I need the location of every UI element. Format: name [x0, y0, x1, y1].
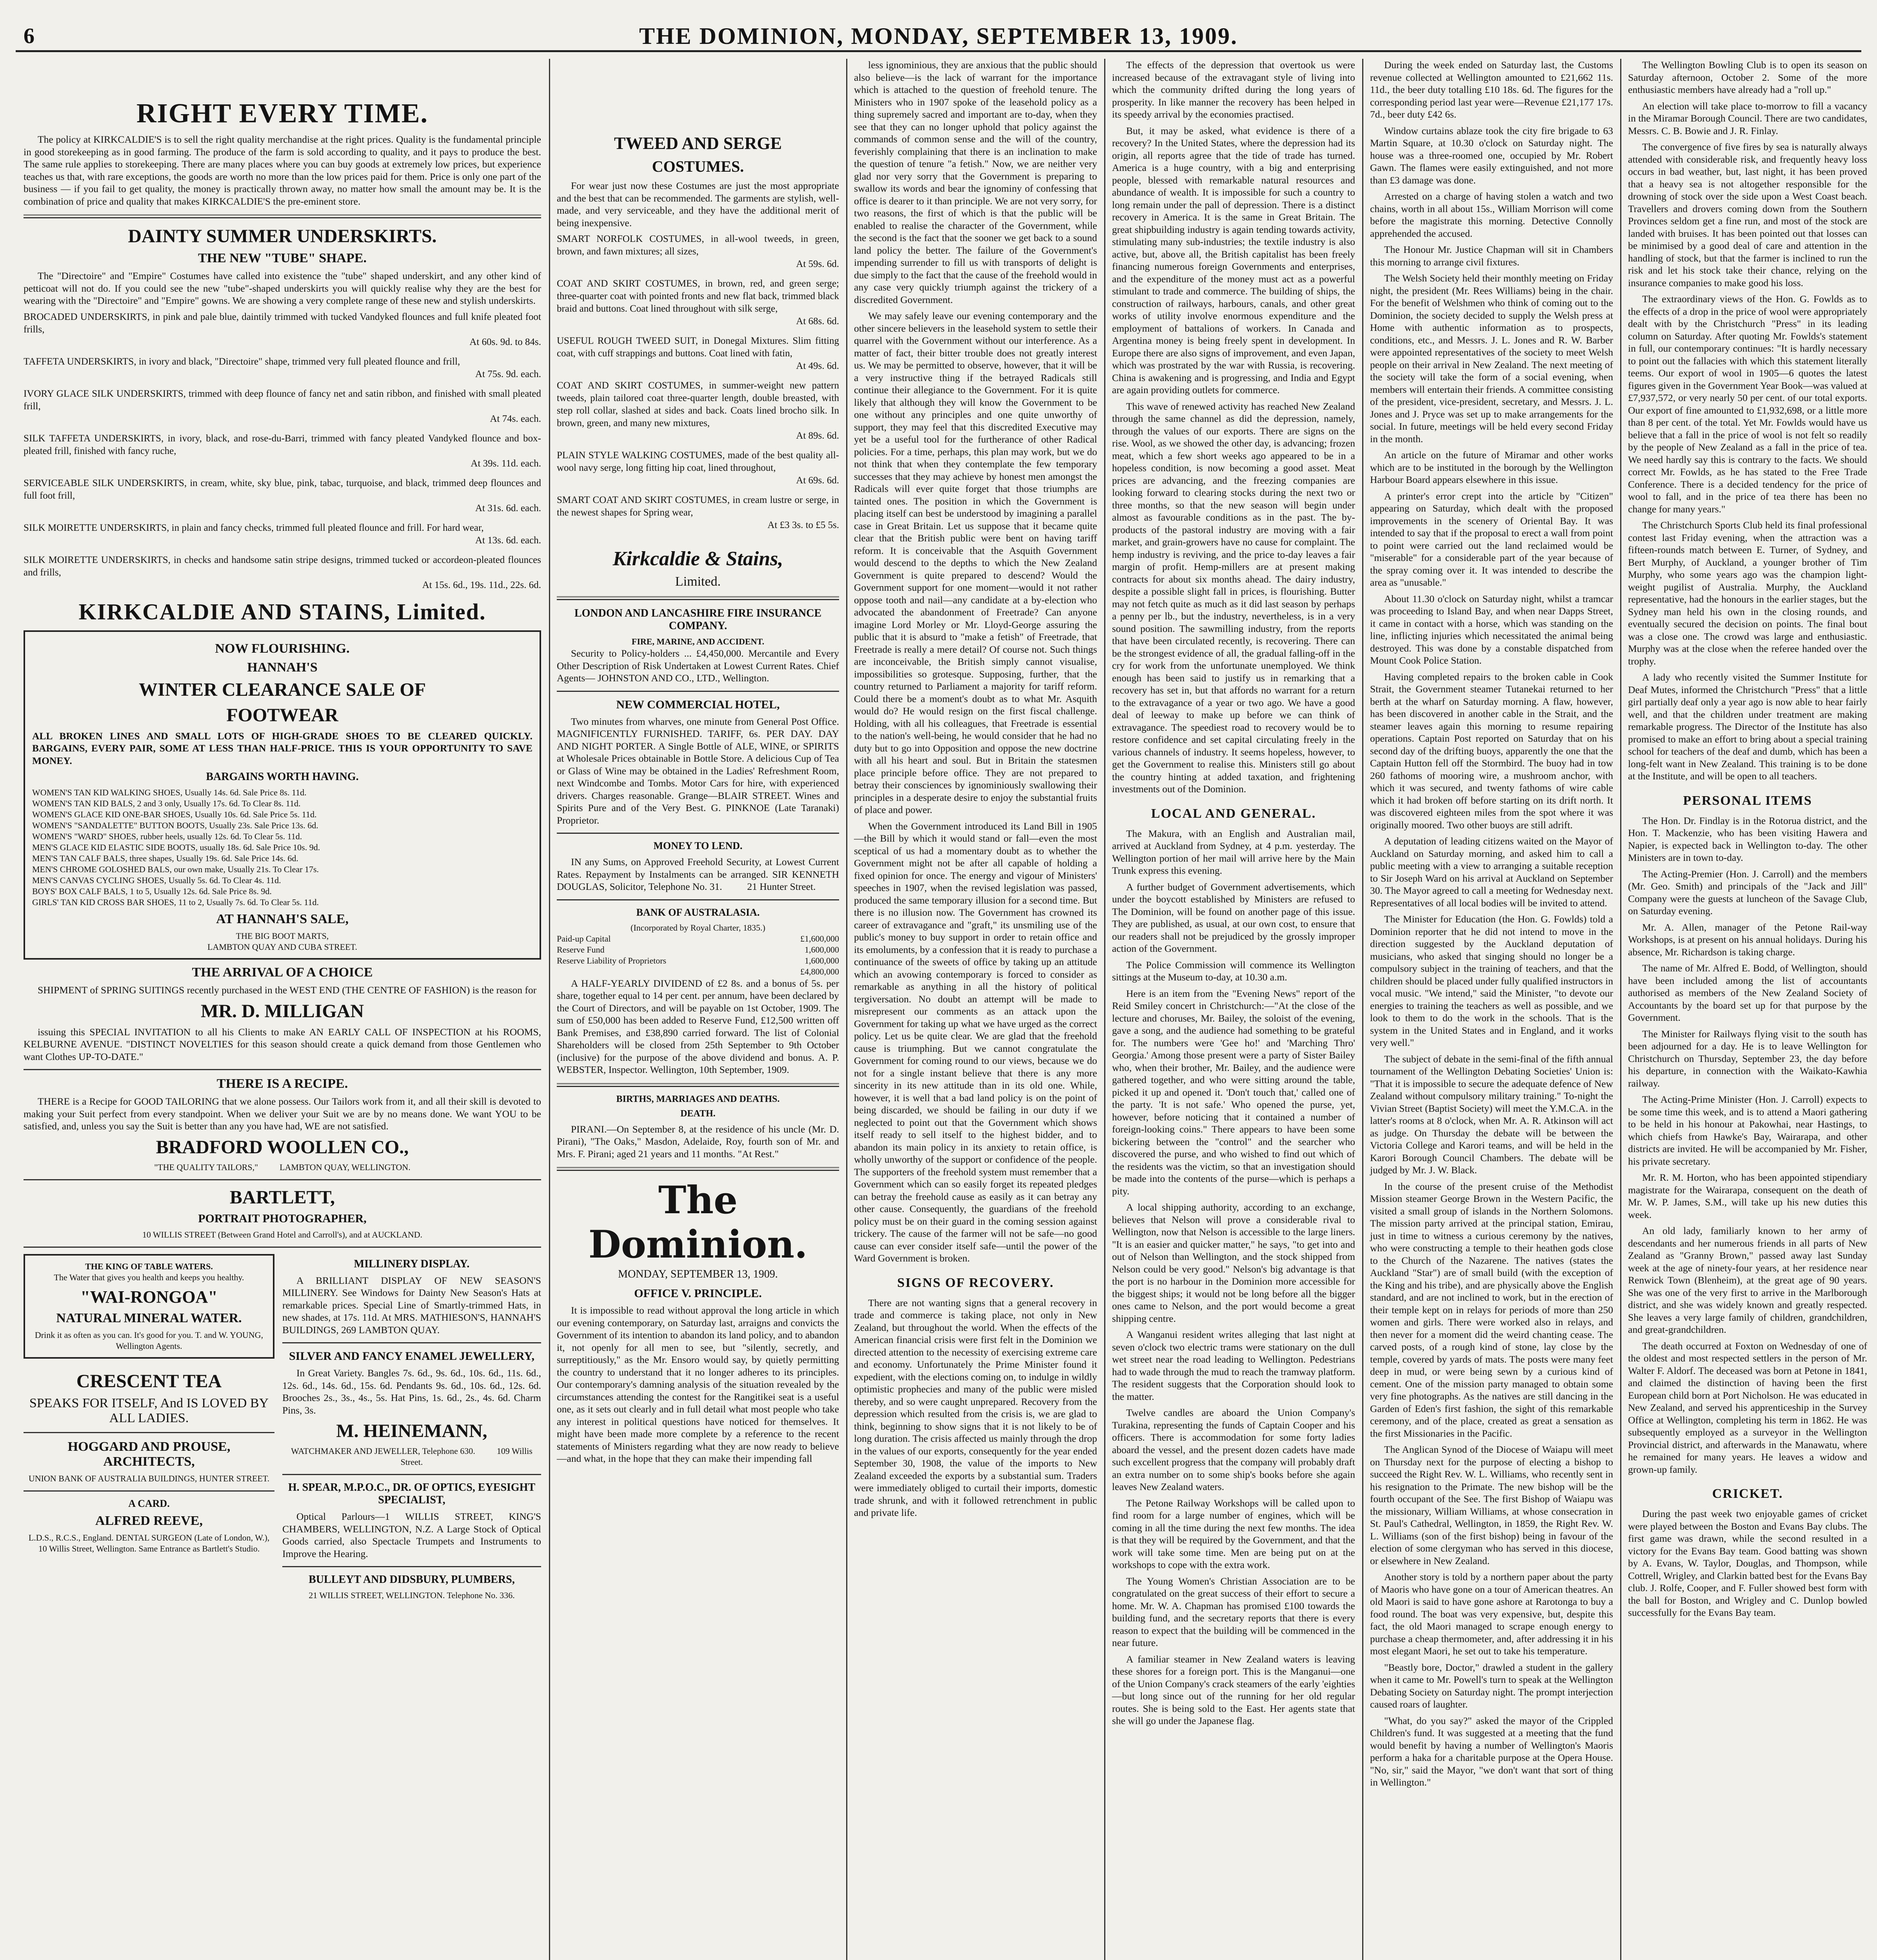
item-price: At 75s. 9d. each. — [475, 368, 541, 379]
divider — [24, 1490, 274, 1492]
column-4 — [1112, 59, 1355, 1960]
column-rule — [1620, 59, 1621, 1960]
ad-title: BARTLETT, — [229, 1187, 335, 1208]
ad-title: THE ARRIVAL OF A CHOICE — [192, 965, 373, 980]
ad-line: "THE QUALITY TAILORS," LAMBTON QUAY, WELLINGTON. — [154, 1162, 411, 1172]
list-item: MEN'S TAN CALF BALS, three shapes, Usually 19s. 6d. Sale Price 14s. 6d. — [32, 853, 298, 863]
ad-body: UNION BANK OF AUSTRALIA BUILDINGS, HUNTER STREET. — [28, 1473, 270, 1483]
article-paragraph: In the course of the present cruise of the Methodist Mission steamer George Brown in the Western Pacific, the visited a small group of islands in the Northern Solomons. The mission party arrived at the principal station, Emirau, just in time to witness a curious ceremony by the natives, who were constructing a temple to their heathen gods close to the Church of the Nazarene. The natives (states the Auckland "Star") are of small build (with the exception of the King and his tribe), and are physically above the English standard, and are not inclined to work, but in the erection of their temple kept on in relays for periods of more than 250 women and girls. There were worked also in relays, and then never for a moment did the weird chanting cease. The carved posts, of a rough kind of stone, lay close by the temple, covered by yards of mats. The posts were many feet deep in mud, or were being sewn by a curious kind of cement. One of the mission party managed to obtain some very fine photographs. As the natives are still dancing in the Garden of Eden's first fashion, the sight of this remarkable ceremony, and of the place, created as great a sensation as the first Missionaries in the Pacific. — [1370, 1180, 1613, 1439]
article-paragraph: Mr. A. Allen, manager of the Petone Rail-way Workshops, is at present on his annual holidays. During his absence, Mr. Richardson is taking charge. — [1628, 921, 1867, 958]
article-paragraph: The convergence of five fires by sea is naturally always attended with considerable risk, and frequently heavy loss occurs in bad weather, but, last night, it has been proved that a heavy sea is not altogether responsible for the drowning of stock over the side upon a West Coast beach. Travellers and drovers coming down from the Southern Provinces seldom get a fine run, and most of the stock are landed with bruises. It has been pointed out that losses can be minimised by a good deal of care and attention in the handling of stock, but that the farmer is inclined to run the risk and let his stock take their chance, relying on the insurance companies to make good his loss. — [1628, 141, 1867, 289]
divider — [24, 1069, 541, 1070]
ad-subtitle: (Incorporated by Royal Charter, 1835.) — [631, 922, 765, 933]
divider — [24, 1247, 541, 1248]
underskirt-list — [24, 311, 541, 592]
ad-line: The Water that gives you health and keeps you healthy. — [54, 1272, 244, 1282]
bank-table — [557, 933, 839, 977]
list-item — [557, 335, 839, 372]
divider — [557, 1167, 839, 1171]
article-paragraph: An old lady, familiarly known to her army of descendants and her numerous friends in all parts of New Zealand as "Granny Brown," passed away last Sunday week at the age of ninety-four years, at her residence near Renwick Town (Blenheim), at the great age of 90 years. She was one of the very first to arrive in the Marlborough district, and she was widely known and greatly respected. She leaves a very large family of children, grandchildren, and great-grandchildren. — [1628, 1225, 1867, 1335]
article-paragraph: An election will take place to-morrow to fill a vacancy in the Miramar Borough Council. There are two candidates, Messrs. C. B. Bowie and J. R. Finlay. — [1628, 100, 1867, 136]
item-text: SILK MOIRETTE UNDERSKIRTS, in plain and fancy checks, trimmed full pleated flounce and frill. For hard wear, — [24, 522, 484, 533]
divider — [557, 1083, 839, 1087]
item-text: SMART COAT AND SKIRT COSTUMES, in cream lustre or serge, in the newest shapes for Spring wear, — [557, 495, 839, 518]
ad-line: Drink it as often as you can. It's good for you. T. and W. YOUNG, Wellington Agents. — [35, 1330, 263, 1351]
article-paragraph: The Acting-Prime Minister (Hon. J. Carroll) expects to be some time this week, and is to attend a Maori gathering to be held in his honour at Pakowhai, near Hastings, to which chiefs from Hawke's Bay, Wairarapa, and other districts are invited. He will be accompanied by Mr. Fisher, his private secretary. — [1628, 1094, 1867, 1167]
ad-signature: Kirkcaldie & Stains, — [612, 548, 783, 570]
item-price: At 60s. 9d. to 84s. — [469, 336, 541, 347]
list-item: GIRLS' TAN KID CROSS BAR SHOES, 11 to 2, Usually 7s. 6d. To Clear 5s. 11d. — [32, 897, 319, 907]
table-row — [557, 966, 839, 977]
ad-title: ALFRED REEVE, — [95, 1513, 203, 1528]
article-paragraph: The Honour Mr. Justice Chapman will sit in Chambers this morning to arrange civil fixtures. — [1370, 244, 1613, 268]
divider — [557, 691, 839, 692]
article-paragraph: A lady who recently visited the Summer Institute for Deaf Mutes, informed the Christchurch "Press" that a little girl partially deaf only a year ago is now able to hear fairly well, and that the children under treatment are making remarkable progress. The Director of the Institute has also promised to make an effort to bring about a special training school for teachers of the deaf and dumb, which has been a long-felt want in New Zealand. This training is to be done at the Institute, and will be open to all teachers. — [1628, 671, 1867, 782]
ad-subtitle: FIRE, MARINE, AND ACCIDENT. — [631, 637, 765, 646]
item-price: At 68s. 6d. — [796, 316, 839, 327]
list-item — [24, 554, 541, 592]
item-price: At 49s. 6d. — [796, 361, 839, 371]
table-cell: 1,600,000 — [805, 955, 839, 965]
article-paragraph: "What, do you say?" asked the mayor of the Crippled Children's fund. It was suggested at a meeting that the fund would benefit by having a number of Wellington's Maoris perform a haka for a charitable purpose at the Opera House. "No, sir," said the Mayor, "we don't want that sort of thing in Wellington." — [1370, 1715, 1613, 1788]
item-price: At 74s. each. — [490, 413, 541, 424]
table-cell: Paid-up Capital — [557, 933, 611, 944]
list-item — [557, 233, 839, 270]
ad-body: L.D.S., R.C.S., England. DENTAL SURGEON (Late of London, W.), 10 Willis Street, Wellington. Same Entrance as Bartlett's Studio. — [28, 1532, 270, 1553]
column-2 — [557, 59, 842, 1960]
ad-body: The policy at KIRKCALDIE'S is to sell the right quality merchandise at the right prices. Quality is the fundamental principle in good storekeeping as in good farming. The produce of the farm is sold according to quality, and it pays to produce the best. The same rule applies to storekeeping. There are many places where you can buy goods at extremely low prices, but experience teaches us that, with rare exceptions, the goods are worth no more than the low prices paid for them. Price is only one part of the business — if you fail to get quality, the money is practically thrown away, no matter how small the amount may be. It is the combination of price and quality that makes KIRKCALDIE'S the pre-eminent store. — [24, 134, 541, 207]
item-text: BROCADED UNDERSKIRTS, in pink and pale blue, daintily trimmed with tucked Vandyked flounces and full knife pleated foot frills, — [24, 311, 541, 335]
article-paragraph: The name of Mr. Alfred E. Bodd, of Wellington, should have been included among the list of accountants authorised as members of the New Zealand Society of Accountants by the board set up for that purpose by the Government. — [1628, 962, 1867, 1023]
ad-title: SILVER AND FANCY ENAMEL JEWELLERY, — [289, 1350, 535, 1363]
ad-body: IN any Sums, on Approved Freehold Security, at Lowest Current Rates. Repayment by Instalments can be arranged. SIR KENNETH DOUGLAS, Solicitor, Telephone No. 31. 21 Hunter Street. — [557, 856, 842, 892]
ad-line: WINTER CLEARANCE SALE OF — [138, 679, 426, 700]
list-item: WOMEN'S "WARD" SHOES, rubber heels, usually 12s. 6d. To Clear 5s. 11d. — [32, 831, 302, 841]
ad-line: AT HANNAH'S SALE, — [216, 912, 349, 926]
article-paragraph: The Minister for Education (the Hon. G. Fowlds) told a Dominion reporter that he did not intend to move in the direction suggested by the Auckland deputation of musicians, who asked that singing should no longer be a compulsory subject in the training of teachers, and that the children should be placed under fully qualified instructors in vocal music. "We intend," said the Minister, "to devote our energies to training the teachers as well as possible, and we look to them to do the work in the schools. That is the system in the United States and in England, and it works very well." — [1370, 913, 1613, 1048]
ad-title: DAINTY SUMMER UNDERSKIRTS. — [128, 226, 437, 247]
ad-title: BULLEYT AND DIDSBURY, PLUMBERS, — [309, 1573, 515, 1586]
item-text: SERVICEABLE SILK UNDERSKIRTS, in cream, white, sky blue, pink, tabac, turquoise, and black, trimmed deep flounces and full foot frill, — [24, 477, 541, 501]
table-row — [557, 944, 839, 955]
ad-body: A HALF-YEARLY DIVIDEND of £2 8s. and a bonus of 5s. per share, together equal to 14 per cent. per annum, have been declared by the Court of Directors, and will be payable on 1st October, 1909. The sum of £50,000 has been added to Reserve Fund, £12,500 written off Bank Premises, and £38,890 carried forward. The list of Colonial Shareholders will be closed from 25th September to 9th October (inclusive) for the purpose of the above dividend and bonus. A. P. WEBSTER, Inspector. Wellington, 10th September, 1909. — [557, 977, 839, 1075]
ad-subtitle: PORTRAIT PHOTOGRAPHER, — [198, 1212, 367, 1225]
item-text: SILK MOIRETTE UNDERSKIRTS, in checks and handsome satin stripe designs, trimmed tucked or accordeon-pleated flounces and frills, — [24, 554, 541, 578]
divider — [557, 596, 839, 600]
ad-body: For wear just now these Costumes are just the most appropriate and the best that can be recommended. The garments are stylish, well-made, and very serviceable, and they have the additional merit of being inexpensive. — [557, 180, 839, 229]
ad-body: A BRILLIANT DISPLAY OF NEW SEASON'S MILLINERY. See Windows for Dainty New Season's Hats at remarkable prices. Special Line of Smartly-trimmed Hats, in new shades, at 17s. 11d. At MRS. MATHIESON'S, HANNAH'S BUILDINGS, 269 LAMBTON QUAY. — [282, 1274, 541, 1336]
ad-title: CRESCENT TEA — [76, 1370, 222, 1392]
ad-signature: Limited. — [675, 574, 721, 589]
item-price: At 15s. 6d., 19s. 11d., 22s. 6d. — [422, 579, 541, 590]
table-cell: Reserve Fund — [557, 944, 605, 955]
divider — [557, 833, 839, 834]
column-3 — [854, 59, 1097, 1960]
divider — [282, 1474, 541, 1475]
item-text: SMART NORFOLK COSTUMES, in all-wool tweeds, in green, brown, and fawn mixtures; all sizes, — [557, 234, 839, 257]
article-paragraph: Having completed repairs to the broken cable in Cook Strait, the Government steamer Tutanekai returned to her berth at the wharf on Saturday morning. A flaw, however, has been discovered in another cable in the Strait, and the steamer leaves again this morning to resume repairing operations. Captain Post reported on Saturday that on his second day of the drifting buoys, apparently the one that the Captain Hutton fell off the Stormbird. The buoy had in tow 260 fathoms of mooring wire, a mushroom anchor, with which it was secured, and twenty fathoms of wire cable which it had broken off before starting on its drift north. It was discovered eighteen miles from the spot where it was originally moored. Two other buoys are still adrift. — [1370, 671, 1613, 831]
section-title: SIGNS OF RECOVERY. — [897, 1275, 1054, 1290]
list-item — [24, 388, 541, 425]
article-paragraph: less ignominious, they are anxious that the public should also believe—is the lack of warrant for the importance which is attached to the question of freehold tenure. The Ministers who in 1907 spoke of the leasehold policy as a thing supremely sacred and important are to-day, when they see that they can no longer uphold that policy against the commands of common sense and the will of the country, feverishly complaining that there is an inclination to make the question of tenure "a fetish." Now, we are neither very glad nor very sorry that the Government is preparing to swallow its words and bear the ignominy of confessing that office is dearer to it than principle. We are not very sorry, for two reasons, the first of which is that the public will be enabled to realise the character of the Government, while the second is the fact that the sooner we get back to a sound land policy the better. The failure of the Government's impending surrender to fill us with transports of delight is due simply to the fact that the cause of the freehold would in any case very quickly triumph against the trickery of a discredited Government. — [854, 59, 1097, 305]
divider — [24, 214, 541, 218]
article-paragraph: The Police Commission will commence its Wellington sittings at the Museum to-day, at 10.30 a.m. — [1112, 959, 1355, 983]
ad-body: SHIPMENT of SPRING SUITINGS recently purchased in the WEST END (THE CENTRE OF FASHION) is the reason for — [38, 984, 537, 996]
page-number: 6 — [24, 24, 35, 48]
article-paragraph: The Young Women's Christian Association are to be congratulated on the great success of their effort to secure a home. Mr. W. A. Chapman has promised £100 towards the building fund, and the secretary reports that there is every reason to expect that the building will be commenced in the near future. — [1112, 1575, 1355, 1648]
ad-body: 21 WILLIS STREET, WELLINGTON. Telephone No. 336. — [309, 1590, 515, 1600]
waironga-ad — [24, 1254, 274, 1601]
ad-signature: KIRKCALDIE AND STAINS, Limited. — [78, 599, 486, 624]
article-paragraph: The Hon. Dr. Findlay is in the Rotorua district, and the Hon. T. Mackenzie, who has been visiting Hawera and Napier, is expected back in Wellington to-day. The other Ministers are in town to-day. — [1628, 815, 1867, 863]
list-item: MEN'S GLACE KID ELASTIC SIDE BOOTS, usually 18s. 6d. Sale Price 10s. 9d. — [32, 842, 320, 852]
ad-line: THE KING OF TABLE WATERS. — [85, 1261, 213, 1271]
item-text: COAT AND SKIRT COSTUMES, in summer-weight new pattern tweeds, plain tailored coat three-quarter length, double breasted, with step roll collar, slashed at sides and back. Coats lined brocho silk. In brown, green, and many new mixtures, — [557, 380, 839, 428]
article-paragraph: The Wellington Bowling Club is to open its season on Saturday afternoon, October 2. Some of the more enthusiastic members have already had a "roll up." — [1628, 59, 1867, 95]
column-rule — [549, 59, 550, 1960]
ad-title: RIGHT EVERY TIME. — [136, 98, 428, 129]
item-text: TAFFETA UNDERSKIRTS, in ivory and black, "Directoire" shape, trimmed very full pleated flounce and frill, — [24, 356, 460, 367]
article-paragraph: Another story is told by a northern paper about the party of Maoris who have gone on a tour of American theatres. An old Maori is said to have gone ashore at Rarotonga to buy a food round. The boat was very expensive, but, despite this fact, the old Maori managed to scrape enough energy to purchase a cheap thermometer, and, after addressing it in his most elegant Maori, he set out to take his temperature. — [1370, 1571, 1613, 1657]
column-rule — [1104, 59, 1105, 1960]
article-paragraph: The Minister for Railways flying visit to the south has been adjourned for a day. He is to leave Wellington for Christchurch on Thursday, September 23, the day before his departure, in connection with the Waikato-Kawhia railway. — [1628, 1028, 1867, 1089]
ad-line: THE BIG BOOT MARTS, — [236, 931, 329, 941]
section-title: BIRTHS, MARRIAGES AND DEATHS. — [616, 1094, 780, 1104]
ad-title: MR. D. MILLIGAN — [201, 1000, 364, 1022]
list-item — [24, 477, 541, 515]
article-paragraph: Window curtains ablaze took the city fire brigade to 63 Martin Square, at 10.30 o'clock on Saturday night. The house was a three-roomed one, occupied by Mr. Robert Gawn. The flames were easily extinguished, and not more than £3 damage was done. — [1370, 125, 1613, 186]
item-price: At 31s. 6d. each. — [475, 503, 541, 514]
article-paragraph: Mr. R. M. Horton, who has been appointed stipendiary magistrate for the Wairarapa, consequent on the death of Mr. W. P. James, S.M., will take up his new duties this week. — [1628, 1172, 1867, 1220]
ad-body: ALL BROKEN LINES AND SMALL LOTS OF HIGH-GRADE SHOES TO BE CLEARED QUICKLY. BARGAINS, EVERY PAIR, SOME AT LESS THAN HALF-PRICE. THIS IS YOUR OPPORTUNITY TO SAVE MONEY. — [32, 730, 532, 766]
ad-body: THERE is a Recipe for GOOD TAILORING that we alone possess. Our Tailors work from it, and all their skill is devoted to making your Suit perfect from every standpoint. When we deliver your Suit we are by no means done. We want YOU to be satisfied, and, unless you say the Suit is better than any you have had, WE are not satisfied. — [24, 1096, 541, 1132]
item-text: PLAIN STYLE WALKING COSTUMES, made of the best quality all-wool navy serge, long fitting hip coat, lined throughout, — [557, 450, 839, 473]
article-paragraph: Here is an item from the "Evening News" report of the Reid Smiley concert in Christchurch:—"At the close of the lecture and choruses, Mr. Bailey, the soloist of the evening, gave a song, and the audience had something to be grateful for. The numbers were 'Gee ho!' and 'Marching Thro' Georgia.' Among those present were a party of Sister Bailey who, when their brother, Mr. Bailey, and the audience were gathered together, and who were sitting around the table, picked it up and opened it. 'Don't touch that,' called one of the party. 'It is not safe.' Who opened the purse, yet, however, before noticing that it contained a number of foreign-looking coins." There appears to have been some bickering between the "control" and the searcher who discovered the purse, and who wished to find out which of the residents was the victim, so that an investigation should be made into the contents of the purse—which is perhaps a pity. — [1112, 987, 1355, 1197]
ad-body: In Great Variety. Bangles 7s. 6d., 9s. 6d., 10s. 6d., 11s. 6d., 12s. 6d., 14s. 6d., 15s. 6d. Pendants 9s. 6d., 10s. 6d., 12s. 6d. Brooches 2s., 3s., 4s., 5s. Hat Pins, 1s. 6d., 2s., 4s. 6d. Charm Pins, 3s. — [282, 1367, 541, 1416]
page-header — [16, 23, 1861, 52]
table-row — [557, 933, 839, 944]
ad-line: HANNAH'S — [247, 660, 318, 675]
item-price: At 59s. 6d. — [796, 259, 839, 269]
leader-title: OFFICE V. PRINCIPLE. — [634, 1287, 762, 1300]
list-item — [557, 379, 839, 442]
article-paragraph: There are not wanting signs that a general recovery in trade and commerce is taking place, not only in New Zealand, but throughout the world. When the effects of the American financial crisis were first felt in the Dominion we directed attention to the necessity of exercising extreme care and economy. Unfortunately the Prime Minister found it expedient, with the elections coming on, to indulge in wildly optimistic prophecies and many of the public were misled thereby, and so were caught unprepared. Recovery from the depression which resulted from the crisis is, we are glad to think, beginning to show signs that it is not likely to be of long duration. The crisis affected us mainly through the drop in the values of our exports, consequently for the year ended September 30, 1908, the value of the imports to New Zealand exceeded the exports by a substantial sum. Traders were immediately obliged to curtail their imports, domestic trade shrunk, and with it followed retrenchment in public and private life. — [854, 1297, 1097, 1518]
article-paragraph: The Welsh Society held their monthly meeting on Friday night, the president (Mr. Rees Williams) being in the chair. For the benefit of Welshmen who think of coming out to the Dominion, the society decided to supply the Welsh press at Home with authentic information as to prospects, conditions, etc., and Messrs. J. L. Jones and R. W. Barber were appointed representatives of the society to meet Welsh people on their arrival in New Zealand. The next meeting of the society will take the form of a social evening, when members will entertain their friends. A committee consisting of the president, vice-president, secretary, and Messrs. J. L. Jones and J. Pryce was set up to make arrangements for the social. In future, meetings will be held every second Friday in the month. — [1370, 272, 1613, 445]
article-paragraph: "Beastly bore, Doctor," drawled a student in the gallery when it came to Mr. Powell's turn to speak at the Wellington Debating Society on Saturday night. The prompt interjection caused roars of laughter. — [1370, 1661, 1613, 1710]
editorial-date: MONDAY, SEPTEMBER 13, 1909. — [618, 1268, 778, 1280]
article-paragraph: A further budget of Government advertisements, which under the boycott established by Ministers are refused to The Dominion, will be found on another page of this issue. They are published, as usual, at our own cost, to ensure that our readers shall not be prejudiced by the grossly improper action of the Government. — [1112, 881, 1355, 954]
costume-list — [557, 233, 839, 532]
article-paragraph: It is impossible to read without approval the long article in which our evening contemporary, on Saturday last, arraigns and convicts the Government of its intention to abandon its land policy, and to abandon it, not openly for all men to see, but "silently, secretly, and surreptitiously," as the Mr. Ensoro would say, by quietly permitting the country to understand that it no longer adheres to its principles. Our contemporary's damning analysis of the situation revealed by the circumstances attending the contest for the Rangitikei seat is a useful one, as it sets out clearly and in full detail what most people who take any interest in political questions have noticed for themselves. It might have been made more complete by a reference to the recent statements of Ministers regarding what they are now ready to believe—and what, in the hope that they can make their impending fall — [557, 1305, 839, 1464]
article-paragraph: During the week ended on Saturday last, the Customs revenue collected at Wellington amounted to £21,662 11s. 11d., the beer duty totalling £10 18s. 6d. The figures for the corresponding period last year were—Revenue £21,177 17s. 7d., beer duty £42 6s. — [1370, 59, 1613, 120]
item-text: COAT AND SKIRT COSTUMES, in brown, red, and green serge; three-quarter coat with pointed fronts and new flat back, trimmed black braid and buttons. Coat lined throughout with silk serge, — [557, 278, 839, 314]
section-title: PERSONAL ITEMS — [1683, 793, 1812, 808]
article-paragraph: But, it may be asked, what evidence is there of a recovery? In the United States, where the depression had its origin, all reports agree that the tide of trade has turned. America is a huge country, with a big and enterprising people, blessed with remarkable natural resources and abundance of wealth. It is impossible for such a country to long remain under the pall of depression. There is a distinct recovery in America. It is the same in Great Britain. The great shipbuilding industry is again tending towards activity, stimulating many sub-industries; the textile industry is also active, but, above all, the British capitalist has been freely financing numerous foreign Governments and enterprises, and the expenditure of the money must act as a powerful stimulant to trade and commerce. The building of ships, the construction of railways, harbours, canals, and other great works of utility involve enormous expenditure and the employment of battalions of workers. In Canada and Argentina money is being freely spent in development. In Europe there are also signs of improvement, and even Japan, which was prostrated by the war with Russia, is recovering. China is awakening and is progressing, and India and Egypt are again providing outlets for commerce. — [1112, 125, 1355, 396]
section-title: CRICKET. — [1712, 1486, 1783, 1501]
ad-body: Security to Policy-holders ... £4,450,000. Mercantile and Every Other Description of Risk Undertaken at Lowest Current Rates. Chief Agents— JOHNSTON AND CO., LTD., Wellington. — [557, 648, 839, 684]
section-title: LOCAL AND GENERAL. — [1151, 806, 1316, 821]
item-price: At 69s. 6d. — [796, 475, 839, 486]
ad-line: 10 WILLIS STREET (Between Grand Hotel and Carroll's), and at AUCKLAND. — [142, 1229, 423, 1240]
notice-body: PIRANI.—On September 8, at the residence of his uncle (Mr. D. Pirani), "The Oaks," Masdon, Adelaide, Roy, fourth son of Mr. and Mrs. F. Pirani; aged 21 years and 11 months. "At Rest." — [557, 1123, 839, 1160]
ad-title: BANK OF AUSTRALASIA. — [636, 906, 760, 918]
list-item: MEN'S CHROME GOLOSHED BALS, our own make, Usually 21s. To Clear 17s. — [32, 864, 319, 874]
list-item — [24, 311, 541, 348]
divider — [282, 1342, 541, 1343]
table-cell: £4,800,000 — [800, 966, 839, 976]
ad-title: MILLINERY DISPLAY. — [354, 1258, 470, 1270]
ad-subtitle: NATURAL MINERAL WATER. — [56, 1310, 242, 1325]
column-advertisements-left — [24, 59, 541, 1960]
article-paragraph: During the past week two enjoyable games of cricket were played between the Boston and Evans Bay clubs. The first game was drawn, while the second resulted in a victory for the Evans Bay team. Good batting was shown by A. Evans, W. Taylor, Douglas, and Thompson, while Cottrell, Wrigley, and Clarkin batted best for the Evans Bay club. J. Rolfe, Cooper, and F. Fuller showed best form with the ball for Boston, and Wrigley and C. Dunlop bowled successfully for the Evans Bay team. — [1628, 1508, 1867, 1618]
ad-body: WATCHMAKER AND JEWELLER, Telephone 630. 109 Willis Street. — [291, 1446, 535, 1467]
ad-body: The "Directoire" and "Empire" Costumes have called into existence the "tube" shaped underskirt, and any other kind of petticoat will not do. If you could see the new "tube"-shaped underskirts you will quickly realise why they are the best for wearing with the "Directoire" and "Empire" gowns. We are showing a very complete range of these new and stylish underskirts. — [24, 270, 541, 306]
ad-subtitle: BARGAINS WORTH HAVING. — [206, 771, 359, 783]
ad-title: LONDON AND LANCASHIRE FIRE INSURANCE COMPANY. — [574, 607, 822, 632]
item-price: At 39s. 11d. each. — [471, 458, 541, 469]
article-paragraph: The extraordinary views of the Hon. G. Fowlds as to the effects of a drop in the price of wool were appropriately dealt with by the Christchurch "Press" in its leading column on Saturday. After quoting Mr. Fowlds's statement in full, our contemporary continues: "It is hardly necessary to point out the fallacies with which this statement literally teems. Our export of wool in 1905—6 quotes the latest figures given in the Government Year Book—was valued at £7,937,572, or very nearly 50 per cent. of our total exports. Our export of fine amounted to £1,932,698, or a little more than 8 per cent. of the total. Yet Mr. Fowlds would have us believe that a fall in the price of wool is not felt so readily by the people of New Zealand as a fall in the price of tea. We need hardly say this is contrary to the facts. We should correct Mr. Fowlds, as he has stated to the Free Trade Conference. There is a decided tendency for the price of wool to fall, and in the price of tea there has been no change for many years." — [1628, 293, 1867, 515]
item-price: At 13s. 6d. each. — [475, 535, 541, 546]
article-paragraph: A local shipping authority, according to an exchange, believes that Nelson will prove a considerable rival to Wellington, now that Nelson is accessible to the large liners. "It is an easier and quicker matter," he says, "to get into and out of Nelson than Wellington, and the stock shipped from Nelson could be very good." Nelson's big advantage is that the port is no harbour in the Dominion more accessible for the biggest ships; it would not be long before all the bigger ones came to Nelson, and the port would become a great shipping centre. — [1112, 1201, 1355, 1324]
ad-row — [24, 1254, 541, 1601]
ad-box — [24, 1254, 274, 1359]
table-row — [557, 955, 839, 966]
list-item — [24, 522, 541, 547]
list-item — [557, 449, 839, 487]
article-paragraph: The subject of debate in the semi-final of the fifth annual tournament of the Wellington Debating Societies' Union is: "That it is impossible to secure the adequate defence of New Zealand without compulsory military training." To-night the Vivian Street (Baptist Society) will meet the Y.M.C.A. in the latter's rooms at 8 o'clock, when Mr. A. R. Atkinson will act as judge. On Thursday the debate will be between the Victoria College and Karori teams, and will be held in the Karori Borough Council Chambers. The debate will be judged by Mr. J. W. Black. — [1370, 1053, 1613, 1176]
article-paragraph: The Anglican Synod of the Diocese of Waiapu will meet on Thursday next for the purpose of electing a bishop to succeed the Right Rev. W. L. Williams, who recently sent in his resignation to the Primate. The new bishop will be the fourth occupant of the See. The first Bishop of Waiapu was the missionary, William Williams, at whose consecration in St. Paul's Cathedral, Wellington, in 1859, the Right Rev. W. L. Williams (son of the first bishop) being in favour of the election of some clergyman who has served in this diocese, or elsewhere in New Zealand. — [1370, 1444, 1613, 1566]
ad-title: HOGGARD AND PROUSE, ARCHITECTS, — [67, 1439, 231, 1469]
ad-body: SPEAKS FOR ITSELF, And IS LOVED BY ALL LADIES. — [29, 1396, 269, 1425]
list-item: WOMEN'S "SANDALETTE" BUTTON BOOTS, Usually 23s. Sale Price 13s. 6d. — [32, 820, 318, 830]
table-cell: Reserve Liability of Proprietors — [557, 955, 667, 965]
list-item: WOMEN'S GLACE KID ONE-BAR SHOES, Usually 10s. 6d. Sale Price 5s. 11d. — [32, 809, 317, 819]
ad-body: Optical Parlours—1 WILLIS STREET, KING'S CHAMBERS, WELLINGTON, N.Z. A Large Stock of Optical Goods carried, also Spectacle Trumpets and Instruments to Improve the Hearing. — [282, 1511, 541, 1559]
divider — [557, 899, 839, 900]
article-paragraph: Twelve candles are aboard the Union Company's Turakina, representing the funds of Captain Cooper and his officers. There is accommodation for some forty ladies aboard the vessel, and the present dozen cadets have made such excellent progress that the company will probably draft an extra number on to some ship's books before she again leaves New Zealand waters. — [1112, 1407, 1355, 1492]
divider — [282, 1566, 541, 1567]
article-paragraph: A familiar steamer in New Zealand waters is leaving these shores for a foreign port. This is the Manganui—one of the Union Company's crack steamers of the early 'eighties—but long since out of the running for her old regular routes. She is being sold to the East. Her agents state that she will go under the Japanese flag. — [1112, 1653, 1355, 1726]
item-text: IVORY GLACE SILK UNDERSKIRTS, trimmed with deep flounce of fancy net and satin ribbon, and finished with small pleated frill, — [24, 388, 541, 412]
jewellery-ads — [282, 1254, 541, 1601]
article-paragraph: Arrested on a charge of having stolen a watch and two chains, worth in all about 15s., William Morrison will come before the magistrate this morning. Detective Connolly apprehended the accused. — [1370, 191, 1613, 239]
article-paragraph: A deputation of leading citizens waited on the Mayor of Auckland on Saturday morning, and asked him to call a public meeting with a view to arranging a suitable reception to Sir Joseph Ward on his arrival at Auckland on September 30. The Mayor agreed to call a meeting for Wednesday next. Representatives of all local bodies will be invited to attend. — [1370, 835, 1613, 909]
ad-title: BRADFORD WOOLLEN CO., — [156, 1136, 409, 1158]
list-item: WOMEN'S TAN KID WALKING SHOES, Usually 14s. 6d. Sale Price 8s. 11d. — [32, 788, 307, 797]
ad-line: NOW FLOURISHING. — [215, 641, 350, 656]
article-paragraph: A Wanganui resident writes alleging that last night at seven o'clock two electric trams were stationary on the dull wet street near the road leading to Wellington. Pedestrians had to wade through the mud to reach the tramway platform. The resident suggests that the Corporation should look to the matter. — [1112, 1329, 1355, 1402]
article-paragraph: This wave of renewed activity has reached New Zealand through the same channel as did the depression, namely, through the values of our exports. There are signs on the rise. Wool, as we showed the other day, is advancing; frozen meat, which a few short weeks ago appeared to be in a hopeless condition, is now becoming a good asset. Meat prices are advancing, and the freezing companies are looking forward to clearing stocks during the next two or three months, so that the new season will begin under almost as favourable conditions as in the past. The by-products of the pastoral industry are moving with a fair market, and grain-growers have no cause for complaint. The hemp industry is reviving, and the price to-day leaves a fair margin of profit. Hemp-millers are at present making contracts for about six months ahead. The dairy industry, despite a possible slight fall in prices, is flourishing. Butter may not fetch quite as much as it did last season by perhaps a penny per lb., but the industry, nevertheless, is in a very sound position. The sawmilling industry, from the reports that have been circulated recently, is recovering. There can be the strongest evidence of all, the gradual falling-off in the cry for work from the unfortunate unemployed. We think enough has been said to justify us in remarking that a recovery has set in, but that affords no warrant for a return to the extravagance of a year or two ago. We have a good deal of leeway to make up before we can think of extravagance. The speediest road to recovery would be to restore confidence and set capital circulating freely in the various channels of industry. It seems hopeless, however, to get the Government to realise this. Ministers still go about the country hinting at added taxation, and frightening investments out of the Dominion. — [1112, 400, 1355, 795]
column-5 — [1370, 59, 1613, 1960]
ad-title: NEW COMMERCIAL HOTEL, — [616, 698, 780, 711]
article-paragraph: The death occurred at Foxton on Wednesday of one of the oldest and most respected settlers in the person of Mr. Walter F. Aldorf. The deceased was born at Petone in 1841, and claimed the distinction of having been the first European child born at Port Nicholson. He was educated in New Zealand, and served his apprenticeship in the Survey Office at Wellington, completing his term in 1862. He was subsequently employed as a surveyor in the Wellington Provincial district, and afterwards in the Manawatu, where he remained for many years. He leaves a widow and grown-up family. — [1628, 1340, 1867, 1475]
article-paragraph: An article on the future of Miramar and other works which are to be instituted in the borough by the Wellington Harbour Board appears elsewhere in this issue. — [1370, 449, 1613, 485]
ad-subtitle: THE NEW "TUBE" SHAPE. — [198, 251, 367, 265]
ad-line: LAMBTON QUAY AND CUBA STREET. — [207, 942, 357, 952]
list-item — [557, 278, 839, 328]
article-paragraph: The Makura, with an English and Australian mail, arrived at Auckland from Sydney, at 4 p.m. yesterday. The Wellington portion of her mail will arrive here by the Main Trunk express this evening. — [1112, 828, 1355, 876]
item-text: USEFUL ROUGH TWEED SUIT, in Donegal Mixtures. Slim fitting coat, with cuff strappings and buttons. Coat lined with fatin, — [557, 336, 839, 359]
article-paragraph: When the Government introduced its Land Bill in 1905—the Bill by which it would stand or fall—even the most sceptical of us had a momentary doubt as to whether the Government might not be after all capable of holding a fixed opinion for once. The energy and vigour of Ministers' speeches in 1907, when the revised legislation was passed, produced the same temporary illusion for a second time. But there is no illusion now. The Government has crowned its career of extravagance and "graft," its unsmiling use of the public's money to buy support in order to retain office and its emoluments, by a confession that it is ready to purchase a continuance of the sweets of office by taking up an attitude which an avowing contemporary is forced to consider as remarkable as anything in all the history of political tergiversation. No doubt an attempt will be made to misrepresent our comments as an attack upon the Government for taking up what we have urged as the correct policy. Let us be quite clear. We are glad that the freehold cause is triumphing. But we cannot congratulate the Government for coming round to our views, because we do not for a single instant believe that there is any more sincerity in its new attitude than in its old one. While, however, it is well that a bad land policy is on the point of being discarded, we should be failing in our duty if we neglected to point out that the Government which shows itself ready to sell itself to the highest bidder, and to abandon its main policy in its anxiety to retain office, is wholly unworthy of the support or confidence of the people. The supporters of the freehold system must remember that a Government which can so easily forget its repeated pledges can betray the freehold cause as easily as it can betray any other cause. Consequently, the guardians of the freehold policy must be on their guard in the coming session against trickery. The cause of the farmer will not be safe—no good cause can ever consider itself safe—until the power of the Ward Government is broken. — [854, 820, 1097, 1264]
divider — [24, 1179, 541, 1180]
ad-title: H. SPEAR, M.P.O.C., DR. OF OPTICS, EYESIGHT SPECIALIST, — [288, 1481, 536, 1506]
hannah-list — [32, 787, 532, 908]
ad-title: COSTUMES. — [652, 158, 744, 175]
table-cell: £1,600,000 — [800, 933, 839, 944]
ad-line: FOOTWEAR — [226, 704, 338, 726]
table-cell: 1,600,000 — [805, 944, 839, 955]
article-paragraph: The Petone Railway Workshops will be called upon to find room for a large number of engines, which will be coming in all the time during the next few months. The idea is that they will be required by the Government, and that the work will take some time. Men are being put on at the workshops to cope with the extra work. — [1112, 1497, 1355, 1570]
item-price: At £3 3s. to £5 5s. — [767, 520, 839, 530]
list-item: WOMEN'S TAN KID BALS, 2 and 3 only, Usually 17s. 6d. To Clear 8s. 11d. — [32, 799, 301, 808]
ad-title: MONEY TO LEND. — [653, 840, 743, 851]
item-text: SILK TAFFETA UNDERSKIRTS, in ivory, black, and rose-du-Barri, trimmed with fancy pleated Vandyked flounce and box-pleated frill, finished with fancy ruche, — [24, 433, 541, 456]
ad-title: "WAI-RONGOA" — [80, 1287, 218, 1307]
article-paragraph: We may safely leave our evening contemporary and the other sincere believers in the leasehold system to settle their quarrel with the Government without our interference. As a matter of fact, their bitter trouble does not greatly interest us. We may be permitted to observe, however, that it will be a very instructive thing if the betrayed Radicals still continue their allegiance to the Government. For it is quite likely that although they will know the Government to be one without any principles and one quite unworthy of support, they may feel that this discredited Executive may yet be a useful tool for the furtherance of other Radical policies. For a time, perhaps, this plan may work, but we do not think that when they contemplate the few temporary successes that they may achieve by honest men amongst the Radicals will ever quite forget that those triumphs are tainted ones. The position in which the Government is placing itself can best be understood by imagining a parallel case in Great Britain. Let us suppose that it became quite clear that the British public were bent on having tariff reform. It is conceivable that the Asquith Government would descend to the depths to which the New Zealand Government is quite prepared to descend? Would the Government support for one moment—would it not rather oppose tooth and nail—any candidate at a by-election who advocated the abandonment of Freetrade? Can anyone imagine Lord Morley or Mr. Lloyd-George assuring the public that it is absurd to "make a fetish" of Freetrade, that Freetrade is really a mere detail? Of course not. Such things are inconceivable, the British simply cannot visualise, impossibilities so grotesque. Supposing, further, that the country returned to Parliament a majority for tariff reform. Could there be a moment's doubt as to what Mr. Asquith would do? He would resign on the first fiscal challenge. Holding, with all his colleagues, that Freetrade is essential to the nation's well-being, he would consider that he had no duty but to go into Opposition and oppose the new doctrine with all his heart and soul. But in Britain the statesmen place principle before office. They are not prepared to betray their consciences by ignominiously swallowing their principles in a desperate desire to enjoy the substantial fruits of place and power. — [854, 310, 1097, 815]
list-item — [24, 356, 541, 381]
column-rule — [1362, 59, 1363, 1960]
item-price: At 89s. 6d. — [796, 430, 839, 441]
column-6 — [1628, 59, 1867, 1960]
article-paragraph: The Christchurch Sports Club held its final professional contest last Friday evening, when the attraction was a fifteen-rounds match between E. Turner, of Sydney, and Bert Murphy, of Auckland, a younger brother of Tim Murphy, who some years ago was the champion light-weight pugilist of Australia. Murphy, the Auckland representative, had the honours in the earlier stages, but the Sydney man held his own in the closing rounds, and eventually secured the decision on points. The final bout was a close one. The crowd was large and enthusiastic. Murphy was at the close when the referee handed over the trophy. — [1628, 519, 1867, 667]
column-rule — [846, 59, 847, 1960]
ad-title: M. HEINEMANN, — [336, 1421, 487, 1441]
ad-body: Two minutes from wharves, one minute from General Post Office. MAGNIFICENTLY FURNISHED. TARIFF, 6s. PER DAY. DAY AND NIGHT PORTER. A Single Bottle of ALE, WINE, or SPIRITS at Wholesale Prices obtainable in Bottle Store. A delicious Cup of Tea or Glass of Wine may be obtained in the Ladies' Refreshment Room, next Windcombe and Tombs. Motor Cars for hire, with experienced drivers. Charges reasonable. Grange—BLAIR STREET. Wines and Spirits Pure and of the Very Best. G. PINKNOE (Late Taranaki) Proprietor. — [557, 715, 839, 826]
list-item — [24, 432, 541, 470]
masthead: THE DOMINION, MONDAY, SEPTEMBER 13, 1909. — [639, 23, 1238, 49]
article-paragraph: The Acting-Premier (Hon. J. Carroll) and the members (Mr. Geo. Smith) and principals of the "Jack and Jill" Company were the guests at luncheon of the Savage Club, on Saturday evening. — [1628, 868, 1867, 916]
editorial-masthead: The Dominion. — [588, 1178, 808, 1267]
article-paragraph: The effects of the depression that overtook us were increased because of the extravagant style of living into which the community drifted during the long years of prosperity. In like manner the recovery has been helped in its speedy arrival by the economies practised. — [1112, 59, 1355, 120]
hannah-sale-ad — [24, 630, 541, 960]
list-item: MEN'S CANVAS CYCLING SHOES, Usually 5s. 6d. To Clear 4s. 11d. — [32, 875, 281, 885]
article-paragraph: About 11.30 o'clock on Saturday night, whilst a tramcar was proceeding to Island Bay, and when near Dapps Street, it came in contact with a horse, which was standing on the line, inflicting injuries which necessitated the animal being destroyed. This was done by a constable dispatched from Mount Cook Police Station. — [1370, 593, 1613, 666]
ad-title: A CARD. — [128, 1497, 170, 1509]
list-item — [557, 494, 839, 532]
divider — [24, 1432, 274, 1433]
section-title: DEATH. — [680, 1108, 716, 1119]
ad-title: TWEED AND SERGE — [614, 134, 782, 153]
ad-body: issuing this SPECIAL INVITATION to all his Clients to make AN EARLY CALL OF INSPECTION at his ROOMS, KELBURNE AVENUE. "DISTINCT NOVELTIES for this season should create a quick demand from those Gentlemen who want Clothes UP-TO-DATE." — [24, 1026, 541, 1062]
list-item: BOYS' BOX CALF BALS, 1 to 5, Usually 12s. 6d. Sale Price 8s. 9d. — [32, 886, 272, 896]
ad-title: THERE IS A RECIPE. — [216, 1076, 348, 1091]
article-paragraph: A printer's error crept into the article by "Citizen" appearing on Saturday, which dealt with the proposed improvements in the scenery of Oriental Bay. It was intended to say that if the proposal to erect a wall from point to point were carried out the land reclaimed would be "miserable" for a considerable part of the year because of the spray coming over it. It was intended to describe the area as "unusable." — [1370, 490, 1613, 588]
